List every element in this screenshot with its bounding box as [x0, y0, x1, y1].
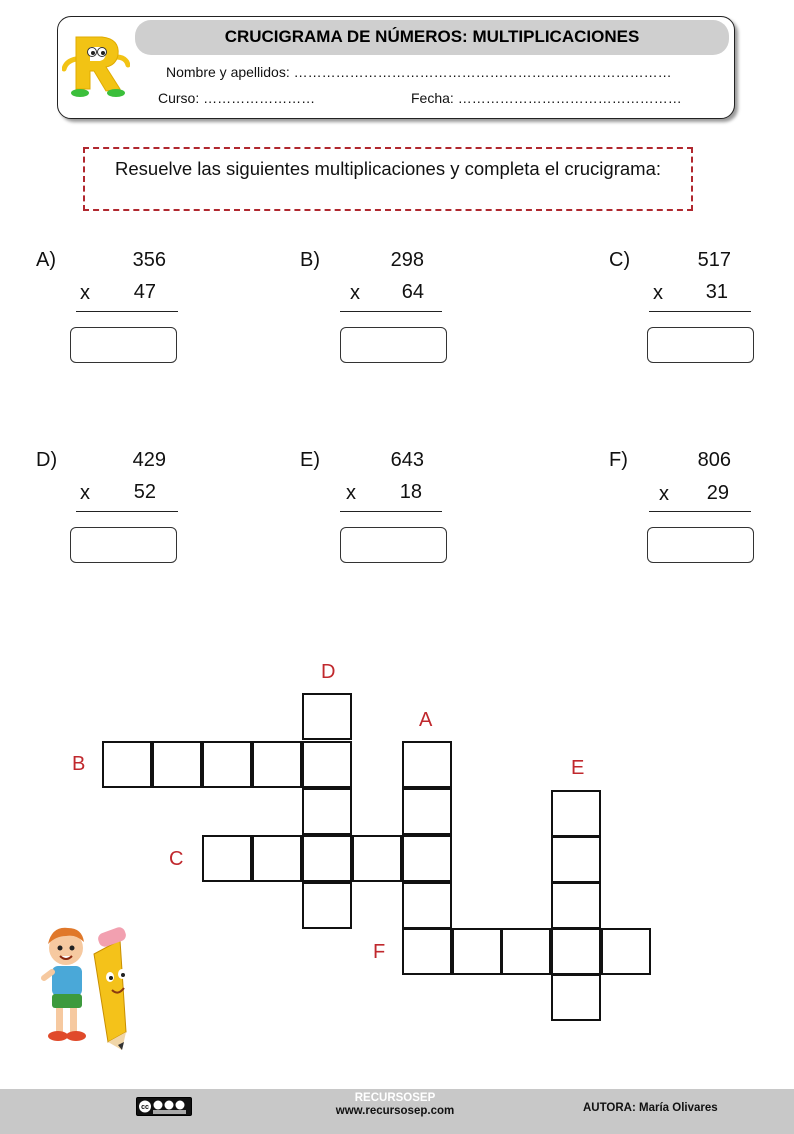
operation-line: [76, 511, 178, 512]
crossword-cell[interactable]: [402, 928, 452, 975]
problem-b: [300, 249, 480, 389]
crossword-cell[interactable]: [302, 741, 352, 788]
problem-letter: B): [300, 249, 320, 271]
multiplier: 31: [705, 281, 728, 303]
problem-letter: E): [300, 449, 320, 471]
crossword-cell[interactable]: [501, 928, 551, 975]
multiplier: 29: [706, 482, 729, 504]
crossword-cell[interactable]: [302, 835, 352, 882]
times-sign: x: [350, 282, 360, 304]
crossword-cell[interactable]: [551, 928, 601, 975]
multiplicand: 643: [390, 449, 424, 471]
crossword-cell[interactable]: [152, 741, 202, 788]
operation-line: [649, 511, 751, 512]
crossword-cell[interactable]: [551, 882, 601, 929]
operation-line: [340, 511, 442, 512]
crossword-cell[interactable]: [302, 882, 352, 929]
crossword-label-d: D: [321, 661, 336, 683]
crossword-cell[interactable]: [352, 835, 402, 882]
problem-letter: C): [609, 249, 631, 271]
author-credit: AUTORA: María Olivares: [583, 1102, 718, 1114]
problem-d: [36, 449, 216, 589]
problem-a: [36, 249, 216, 389]
multiplier: 47: [133, 281, 156, 303]
crossword-label-c: C: [169, 848, 184, 870]
answer-box[interactable]: [647, 527, 754, 563]
creative-commons-icon: [136, 1097, 192, 1116]
multiplicand: 517: [697, 249, 731, 271]
problem-letter: A): [36, 249, 56, 271]
crossword-label-e: E: [571, 757, 585, 779]
problem-letter: F): [609, 449, 628, 471]
problem-letter: D): [36, 449, 58, 471]
operation-line: [76, 311, 178, 312]
answer-box[interactable]: [340, 327, 447, 363]
times-sign: x: [659, 483, 669, 505]
crossword-label-a: A: [419, 709, 433, 731]
boy-with-pencil-icon: [36, 922, 140, 1054]
crossword-cell[interactable]: [402, 882, 452, 929]
crossword-cell[interactable]: [452, 928, 502, 975]
instruction-box: [83, 147, 693, 211]
times-sign: x: [653, 282, 663, 304]
multiplier: 18: [399, 481, 422, 503]
multiplicand: 356: [132, 249, 166, 271]
multiplicand: 429: [132, 449, 166, 471]
date-field-label: Fecha: …………………………………………: [411, 90, 682, 106]
page-title: CRUCIGRAMA DE NÚMEROS: MULTIPLICACIONES: [135, 20, 729, 55]
crossword-cell[interactable]: [302, 788, 352, 835]
answer-box[interactable]: [70, 527, 177, 563]
svg-text:cc: cc: [141, 1104, 149, 1111]
name-field-label: Nombre y apellidos: ………………………………………………………………………: [166, 64, 672, 80]
crossword-cell[interactable]: [202, 835, 252, 882]
brand-name: RECURSOSEP: [354, 1092, 436, 1104]
crossword-cell[interactable]: [551, 836, 601, 883]
crossword-cell[interactable]: [402, 741, 452, 788]
crossword-cell[interactable]: [202, 741, 252, 788]
crossword-cell[interactable]: [252, 741, 302, 788]
answer-box[interactable]: [340, 527, 447, 563]
problem-e: [300, 449, 480, 589]
crossword-cell[interactable]: [551, 974, 601, 1021]
times-sign: x: [80, 282, 90, 304]
crossword-cell[interactable]: [302, 693, 352, 740]
answer-box[interactable]: [70, 327, 177, 363]
letter-r-mascot-icon: [62, 33, 130, 99]
multiplier: 64: [401, 281, 424, 303]
times-sign: x: [80, 482, 90, 504]
instruction-text: Resuelve las siguientes multiplicaciones y completa el crucigrama:: [115, 158, 661, 179]
course-field-label: Curso: ……………………: [158, 90, 316, 106]
crossword-cell[interactable]: [402, 788, 452, 835]
operation-line: [649, 311, 751, 312]
crossword-cell[interactable]: [252, 835, 302, 882]
crossword-cell[interactable]: [102, 741, 152, 788]
multiplicand: 806: [697, 449, 731, 471]
footer-brand: [300, 1092, 490, 1118]
answer-box[interactable]: [647, 327, 754, 363]
multiplicand: 298: [390, 249, 424, 271]
times-sign: x: [346, 482, 356, 504]
operation-line: [340, 311, 442, 312]
problem-f: [609, 449, 789, 589]
crossword-cell[interactable]: [601, 928, 651, 975]
multiplier: 52: [133, 481, 156, 503]
crossword-label-f: F: [373, 941, 386, 963]
crossword-cell[interactable]: [402, 835, 452, 882]
crossword-label-b: B: [72, 753, 86, 775]
crossword-cell[interactable]: [551, 790, 601, 837]
brand-url[interactable]: www.recursosep.com: [335, 1105, 455, 1117]
problem-c: [609, 249, 789, 389]
